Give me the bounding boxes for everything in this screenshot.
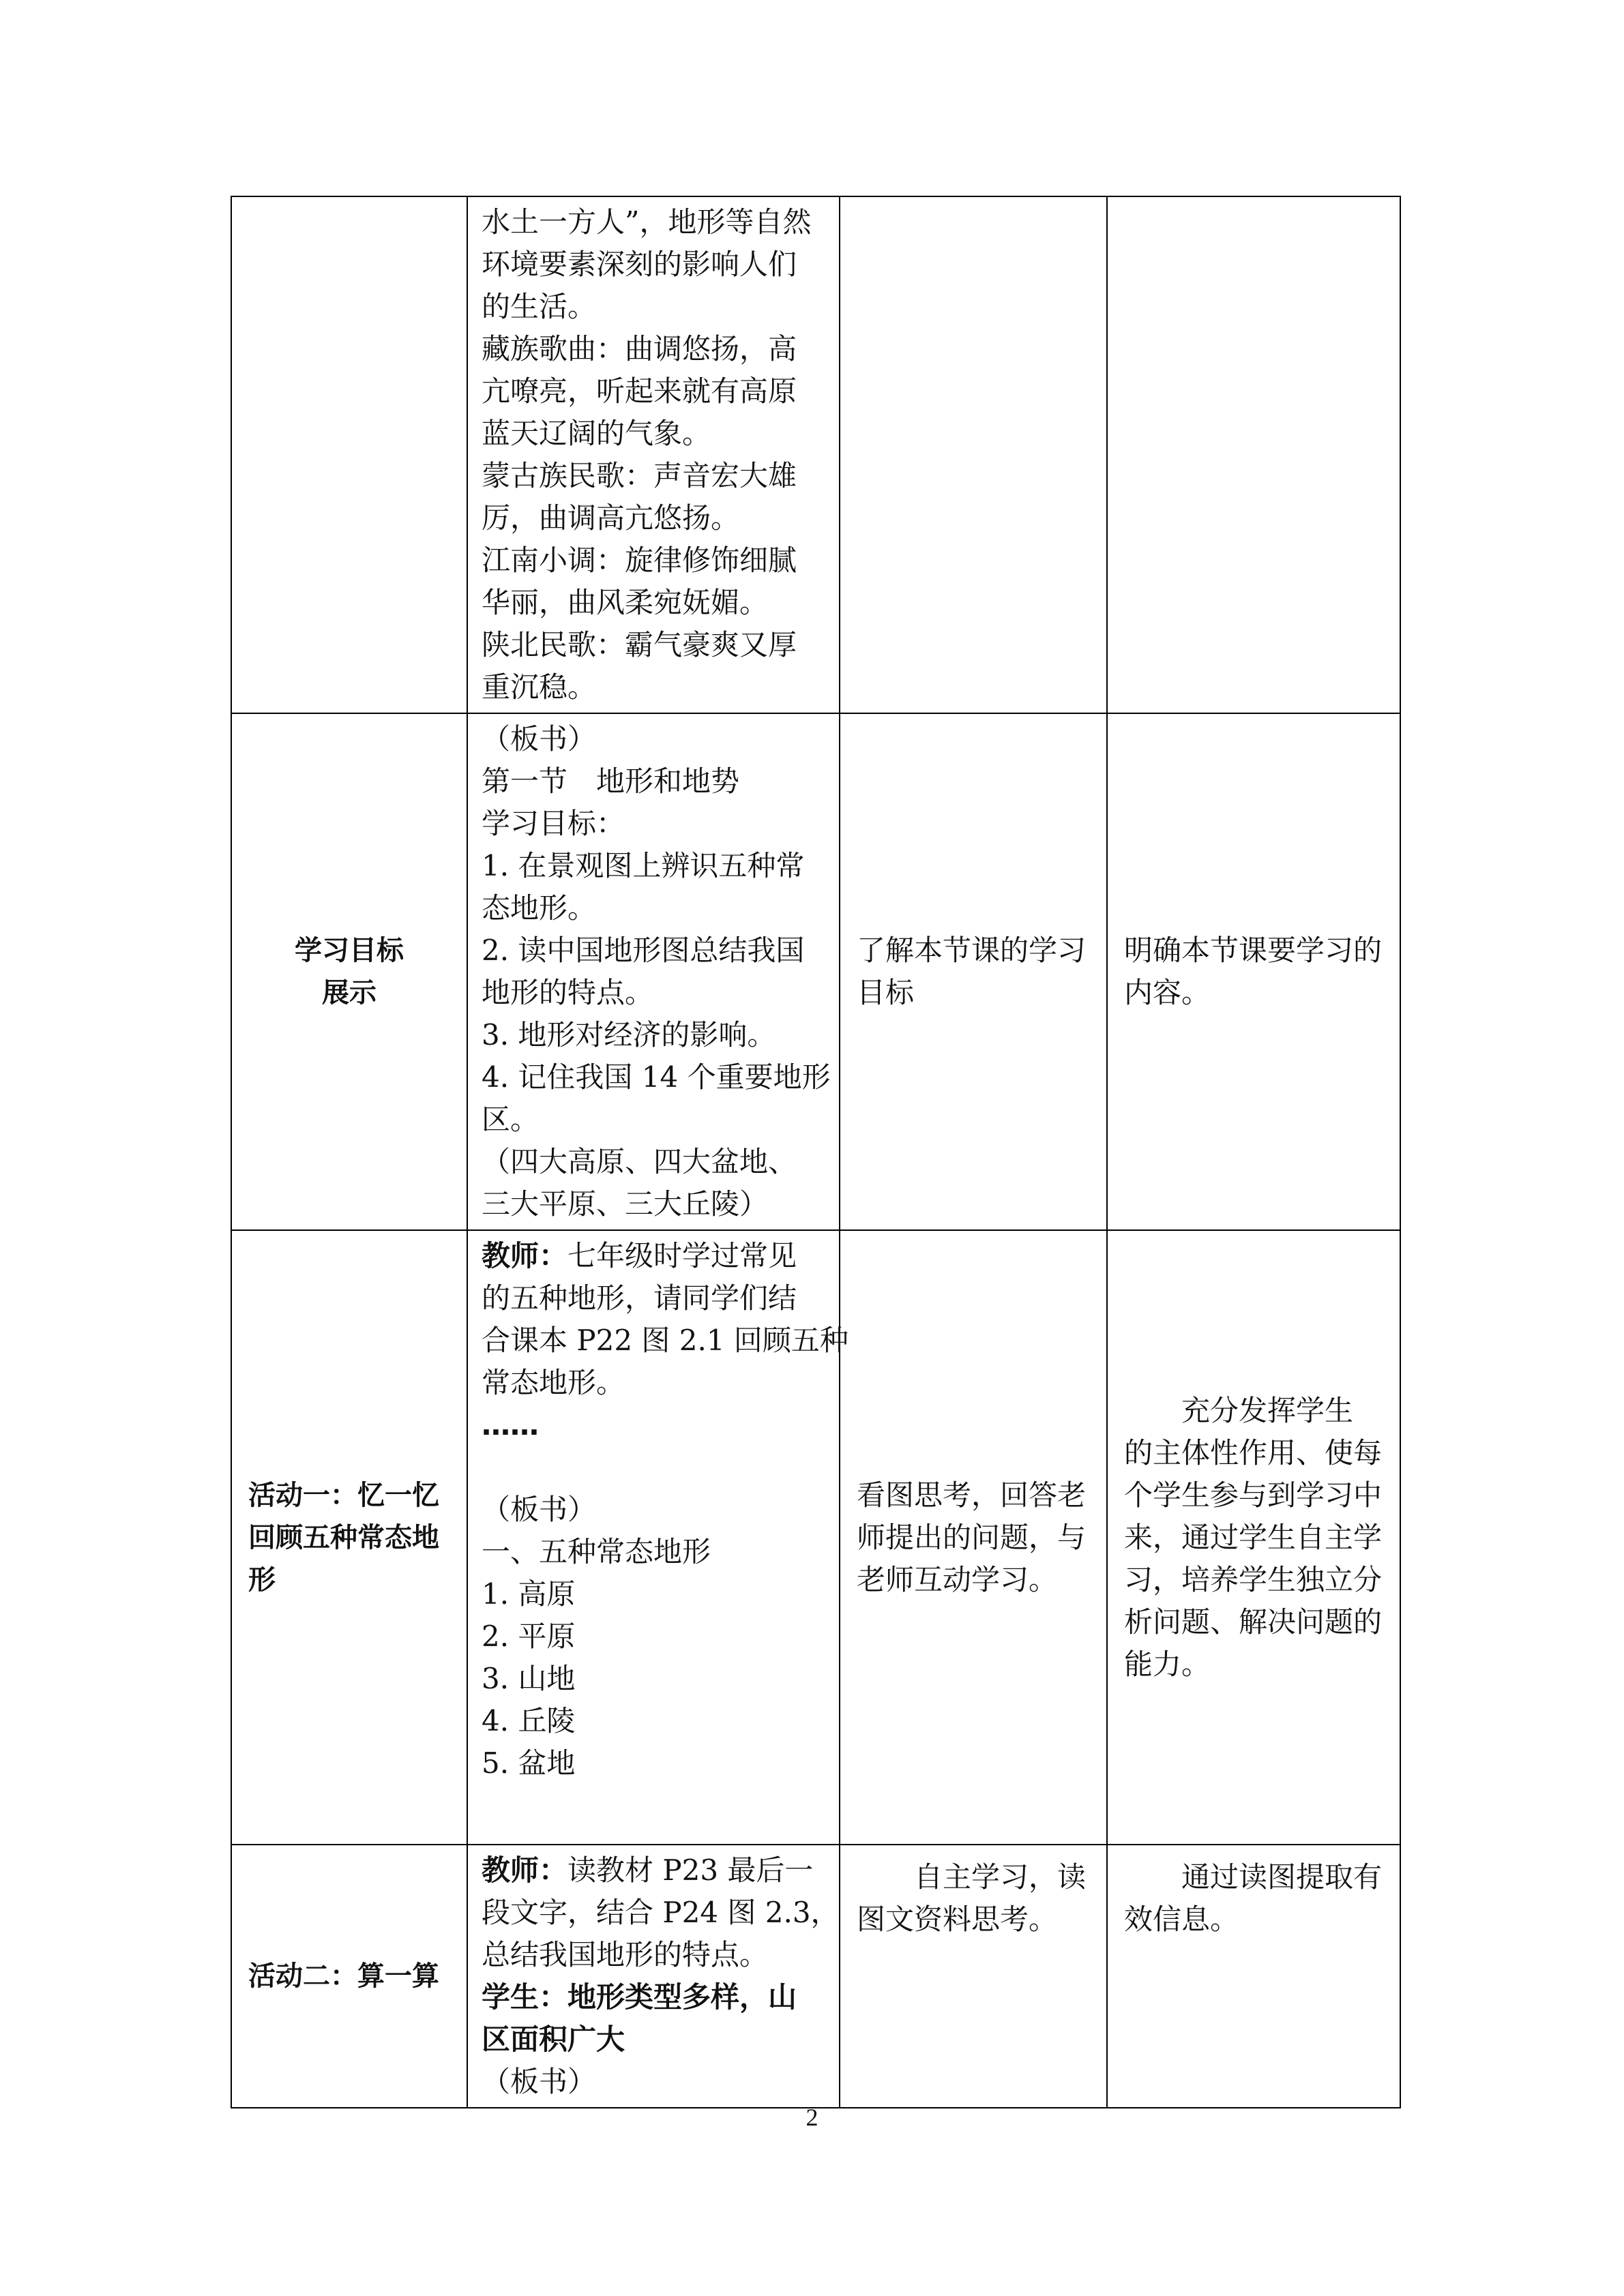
student-answer: 学生：地形类型多样，山 [482, 1980, 797, 2014]
text-line: 5. 盆地 [482, 1746, 576, 1780]
text-line: 重沉稳。 [482, 670, 597, 704]
content-cell [467, 713, 840, 1230]
text-line [482, 1849, 831, 1892]
text-line: 学习目标： [482, 807, 625, 840]
blank-line [482, 1446, 831, 1489]
text-line: 个学生参与到学习中 [1124, 1478, 1383, 1512]
teacher-label: 教师： [482, 1239, 568, 1272]
text-line: 华丽，曲风柔宛妩媚。 [482, 586, 769, 619]
text-line: 能力。 [1124, 1647, 1211, 1681]
text-line: 明确本节课要学习的 [1124, 934, 1383, 967]
text-line: 1. 高原 [482, 1577, 576, 1611]
text-line: 地形的特点。 [482, 976, 654, 1009]
text-line: 常态地形。 [482, 1366, 625, 1399]
text-line: 三大平原、三大丘陵） [482, 1187, 769, 1221]
text-line: 通过读图提取有 [1181, 1860, 1383, 1894]
text-line: 江南小调：旋律修饰细腻 [482, 543, 797, 577]
text-line: 习，培养学生独立分 [1124, 1562, 1383, 1596]
text-line: 3. 山地 [482, 1662, 576, 1695]
table-row [231, 1230, 1400, 1845]
text-line: 一、五种常态地形 [482, 1535, 711, 1568]
label-cell [231, 713, 467, 1230]
student-activity-cell [840, 713, 1107, 1230]
text-line: 自主学习，读 [914, 1860, 1087, 1894]
text-line [482, 1235, 831, 1277]
text-line: 态地形。 [482, 891, 597, 925]
text-line: 图文资料思考。 [857, 1903, 1058, 1936]
page-number: 2 [806, 2104, 818, 2131]
student-activity-cell [840, 196, 1107, 713]
text-line: （板书） [482, 1493, 597, 1526]
text-line: 4. 记住我国 14 个重要地形 [482, 1060, 831, 1094]
text-line: 总结我国地形的特点。 [482, 1938, 769, 1971]
text-line: 的五种地形，请同学们结 [482, 1281, 797, 1315]
text-line: 蓝天辽阔的气象。 [482, 417, 711, 450]
text-line: 厉，曲调高亢悠扬。 [482, 501, 740, 535]
row-label: 活动二：算一算 [248, 1960, 439, 1992]
text-line: 合课本 P22 图 2.1 回顾五种 [482, 1324, 848, 1357]
row-label: 回顾五种常态地 [248, 1521, 439, 1553]
student-activity-cell [840, 1845, 1107, 2108]
text-line: 了解本节课的学习 [857, 934, 1087, 967]
ellipsis: …… [482, 1408, 539, 1442]
table-row [231, 713, 1400, 1230]
text-line: 亢嘹亮，听起来就有高原 [482, 374, 797, 408]
text-line: 蒙古族民歌：声音宏大雄 [482, 459, 797, 492]
text-line: 来，通过学生自主学 [1124, 1520, 1383, 1554]
text-line: 析问题、解决问题的 [1124, 1605, 1383, 1639]
label-cell [231, 1230, 467, 1845]
text-line: 目标 [857, 976, 915, 1009]
lesson-plan-table [231, 196, 1401, 2108]
text-line: 的生活。 [482, 290, 597, 323]
content-cell [467, 1230, 848, 1845]
text-line: 充分发挥学生 [1181, 1393, 1354, 1427]
text-line: 4. 丘陵 [482, 1704, 576, 1738]
text-line: 七年级时学过常见 [567, 1239, 797, 1272]
design-intent-cell [1107, 1845, 1400, 2108]
text-line: 陕北民歌：霸气豪爽又厚 [482, 628, 797, 661]
text-line: 1. 在景观图上辨识五种常 [482, 849, 805, 882]
text-line: 师提出的问题，与 [857, 1520, 1087, 1554]
text-line: 区。 [482, 1103, 540, 1136]
text-line: 第一节 地形和地势 [482, 764, 740, 798]
text-line: 水土一方人”，地形等自然 [482, 205, 812, 239]
text-line: 环境要素深刻的影响人们 [482, 248, 797, 281]
row-label: 学习目标 [295, 935, 404, 966]
text-line: 2. 读中国地形图总结我国 [482, 934, 805, 967]
text-line: 段文字，结合 P24 图 2.3， [482, 1896, 840, 1929]
design-intent-cell [1107, 196, 1400, 713]
row-label: 形 [248, 1564, 276, 1596]
label-cell [231, 1845, 467, 2108]
text-line: 看图思考，回答老 [857, 1478, 1087, 1512]
text-line: 的主体性作用、使每 [1124, 1435, 1383, 1470]
design-intent-cell [1107, 1230, 1400, 1845]
label-cell [231, 196, 467, 713]
text-line: 3. 地形对经济的影响。 [482, 1018, 776, 1052]
text-line: 读教材 P23 最后一 [567, 1853, 814, 1887]
design-intent-cell [1107, 713, 1400, 1230]
table-row [231, 196, 1400, 713]
text-line: 效信息。 [1124, 1903, 1239, 1936]
table-row [231, 1845, 1400, 2108]
content-cell [467, 196, 840, 713]
text-line: （四大高原、四大盆地、 [482, 1145, 797, 1178]
row-label: 活动一：忆一忆 [248, 1479, 439, 1511]
student-answer: 区面积广大 [482, 2023, 625, 2056]
teacher-label: 教师： [482, 1853, 568, 1887]
text-line: （板书） [482, 722, 597, 756]
student-activity-cell [840, 1230, 1107, 1845]
text-line: （板书） [482, 2065, 597, 2098]
text-line: 2. 平原 [482, 1620, 576, 1653]
text-line: 藏族歌曲：曲调悠扬，高 [482, 332, 797, 366]
content-cell [467, 1845, 840, 2108]
row-label: 展示 [322, 977, 377, 1009]
text-line: 老师互动学习。 [857, 1562, 1058, 1596]
text-line: 内容。 [1124, 976, 1211, 1009]
